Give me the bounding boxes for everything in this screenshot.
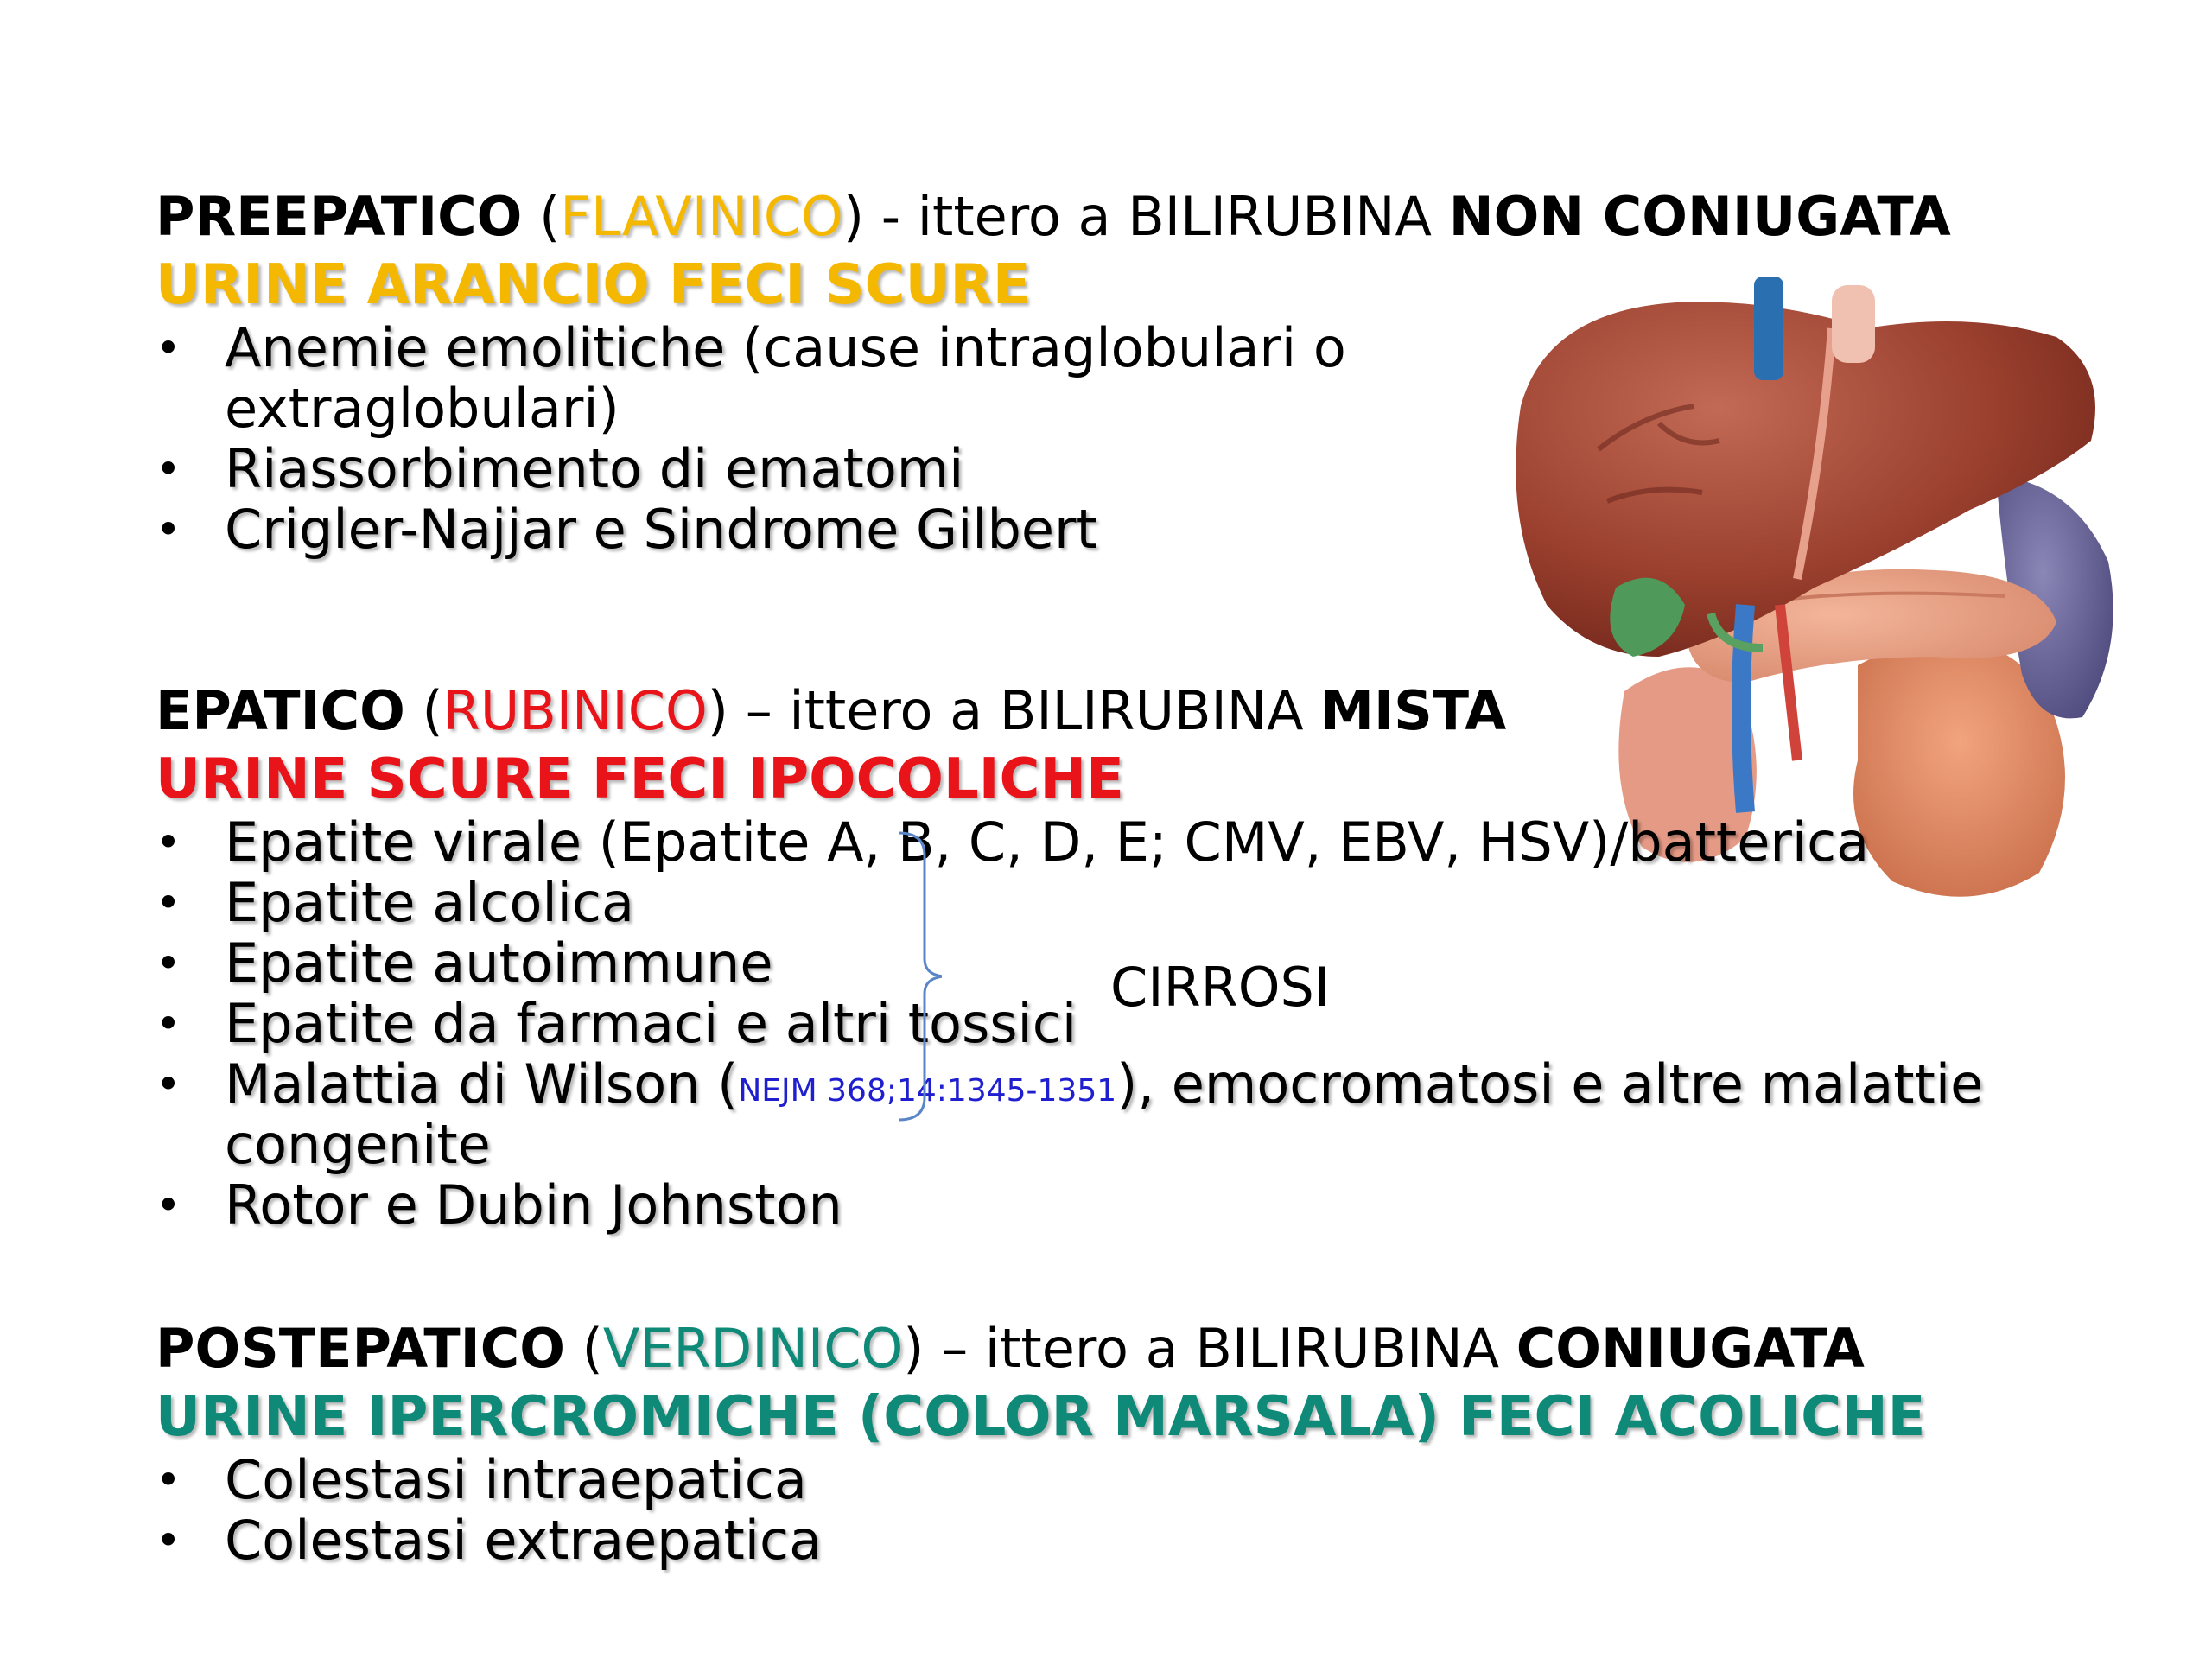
preepatico-item-3: Crigler-Najjar e Sindrome Gilbert bbox=[225, 498, 1097, 561]
item-text: Anemie emolitiche bbox=[225, 316, 726, 379]
epatico-item-2: Epatite alcolica bbox=[225, 871, 634, 934]
bullet: • bbox=[156, 938, 181, 988]
item-text: Epatite virale bbox=[225, 810, 582, 874]
nejm-reference: NEJM 368;14:1345-1351 bbox=[738, 1073, 1117, 1109]
preepatico-heading bbox=[156, 185, 1951, 248]
postepatico-title: POSTEPATICO bbox=[156, 1317, 565, 1380]
epatico-heading bbox=[156, 679, 1507, 742]
bullet: • bbox=[156, 878, 181, 928]
postepatico-bili-type: CONIUGATA bbox=[1516, 1317, 1865, 1380]
preepatico-rest: ) - ittero a BILIRUBINA bbox=[842, 185, 1449, 248]
bullet: • bbox=[156, 1516, 181, 1566]
epatico-item-4: Epatite da farmaci e altri tossici bbox=[225, 992, 1077, 1055]
item-note: extraglobulari) bbox=[225, 377, 620, 440]
bullet: • bbox=[156, 999, 181, 1049]
item-text: ), emocromatosi e altre malattie bbox=[1116, 1052, 1984, 1116]
postepatico-item-2: Colestasi extraepatica bbox=[225, 1509, 823, 1572]
epatico-item-5 bbox=[225, 1052, 1984, 1116]
cirrosi-label: CIRROSI bbox=[1110, 956, 1331, 1019]
bullet: • bbox=[156, 323, 181, 373]
preepatico-item-1 bbox=[225, 316, 1346, 379]
item-note: (Epatite A, B, C, D, E; CMV, EBV, HSV)/ bbox=[582, 810, 1629, 874]
postepatico-item-1: Colestasi intraepatica bbox=[225, 1448, 807, 1511]
epatico-urine-feci: URINE SCURE FECI IPOCOLICHE bbox=[156, 747, 1124, 811]
bullet: • bbox=[156, 1059, 181, 1109]
preepatico-title: PREEPATICO bbox=[156, 185, 523, 248]
epatico-type: RUBINICO bbox=[442, 679, 708, 742]
epatico-item-5-cont: congenite bbox=[225, 1113, 491, 1176]
preepatico-item-1-cont bbox=[225, 377, 620, 440]
epatico-bili-type: MISTA bbox=[1320, 679, 1507, 742]
epatico-item-3: Epatite autoimmune bbox=[225, 931, 773, 995]
preepatico-open-paren: ( bbox=[522, 185, 561, 248]
bullet: • bbox=[156, 1455, 181, 1505]
preepatico-bili-type: NON CONIUGATA bbox=[1448, 185, 1951, 248]
bullet: • bbox=[156, 817, 181, 868]
postepatico-heading bbox=[156, 1317, 1865, 1380]
epatico-item-1 bbox=[225, 810, 1870, 874]
epatico-title: EPATICO bbox=[156, 679, 405, 742]
postepatico-type: VERDINICO bbox=[602, 1317, 904, 1380]
bullet: • bbox=[156, 505, 181, 555]
item-text: batterica bbox=[1628, 810, 1870, 874]
postepatico-open-paren: ( bbox=[564, 1317, 603, 1380]
bullet: • bbox=[156, 1180, 181, 1230]
epatico-rest: ) – ittero a BILIRUBINA bbox=[707, 679, 1321, 742]
cirrosi-brace bbox=[890, 830, 942, 1123]
item-note: (cause intraglobulari o bbox=[725, 316, 1346, 379]
bullet: • bbox=[156, 444, 181, 494]
preepatico-item-2: Riassorbimento di ematomi bbox=[225, 437, 964, 500]
epatico-item-6: Rotor e Dubin Johnston bbox=[225, 1173, 842, 1236]
preepatico-type: FLAVINICO bbox=[560, 185, 843, 248]
preepatico-urine-feci: URINE ARANCIO FECI SCURE bbox=[156, 253, 1031, 317]
postepatico-urine-feci: URINE IPERCROMICHE (COLOR MARSALA) FECI ACOLICHE bbox=[156, 1385, 1926, 1449]
postepatico-rest: ) – ittero a BILIRUBINA bbox=[903, 1317, 1516, 1380]
item-text: Malattia di Wilson ( bbox=[225, 1052, 739, 1116]
epatico-open-paren: ( bbox=[404, 679, 443, 742]
